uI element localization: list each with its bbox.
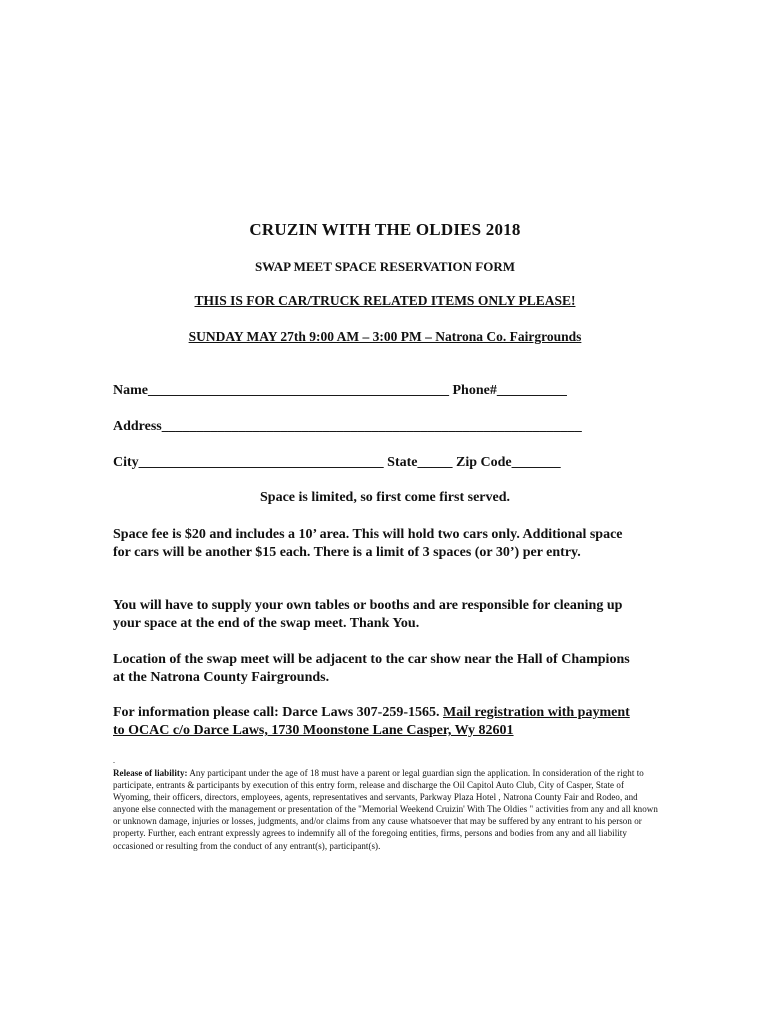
release-label: Release of liability: xyxy=(113,768,188,778)
page-title: CRUZIN WITH THE OLDIES 2018 xyxy=(249,220,521,239)
event-date-location: SUNDAY MAY 27th 9:00 AM – 3:00 PM – Natrona Co. Fairgrounds xyxy=(188,329,582,344)
contact-phone-text: For information please call: Darce Laws 307-259-1565. xyxy=(113,705,443,720)
city-state-zip-field-line[interactable]: City___________________________________ State_____ Zip Code_______ xyxy=(113,455,561,470)
form-subtitle: SWAP MEET SPACE RESERVATION FORM xyxy=(254,259,516,274)
space-fee-paragraph: Space fee is $20 and includes a 10’ area. This will hold two cars only. Additional space for cars will be another $15 each. There is a limit of 3 spaces (or 30’) per entry. xyxy=(113,527,623,560)
separator-dot: . xyxy=(113,756,115,765)
mail-registration-text: Mail registration with payment to OCAC c/o Darce Laws, 1730 Moonstone Lane Casper, Wy 82601 xyxy=(113,705,630,738)
name-phone-field-line[interactable]: Name___________________________________________ Phone#__________ xyxy=(113,383,567,398)
space-limited-note: Space is limited, so first come first served. xyxy=(260,490,510,505)
contact-paragraph xyxy=(113,704,643,740)
location-paragraph: Location of the swap meet will be adjacent to the car show near the Hall of Champions at the Natrona County Fairgrounds. xyxy=(113,652,630,685)
tables-paragraph: You will have to supply your own tables or booths and are responsible for cleaning up your space at the end of the swap meet. Thank You. xyxy=(113,598,623,631)
release-text: Any participant under the age of 18 must have a parent or legal guardian sign the application. In consideration of the right to participate, entrants & participants by execution of this entry form, release and discharge the Oil Capitol Auto Club, City of Casper, State of Wyoming, their officers, directors, employees, agents, representatives and servants, Parkway Plaza Hotel , Natrona County Fair and Rodeo, and anyone else connected with the management or presentation of the "Memorial Weekend Cruizin' With The Oldies " activities from any and all known or unknown damage, injuries or losses, judgments, and/or claims from any cause whatsoever that may be suffered by any entrant to his person or property. Further, each entrant expressly agrees to indemnify all of the foregoing entities, firms, persons and bodies from any and all liability occasioned or resulting from the conduct of any entrant(s), participant(s). xyxy=(113,768,658,851)
items-notice: THIS IS FOR CAR/TRUCK RELATED ITEMS ONLY PLEASE! xyxy=(194,293,576,308)
release-of-liability xyxy=(113,767,658,852)
address-field-line[interactable]: Address____________________________________________________________ xyxy=(113,419,582,434)
